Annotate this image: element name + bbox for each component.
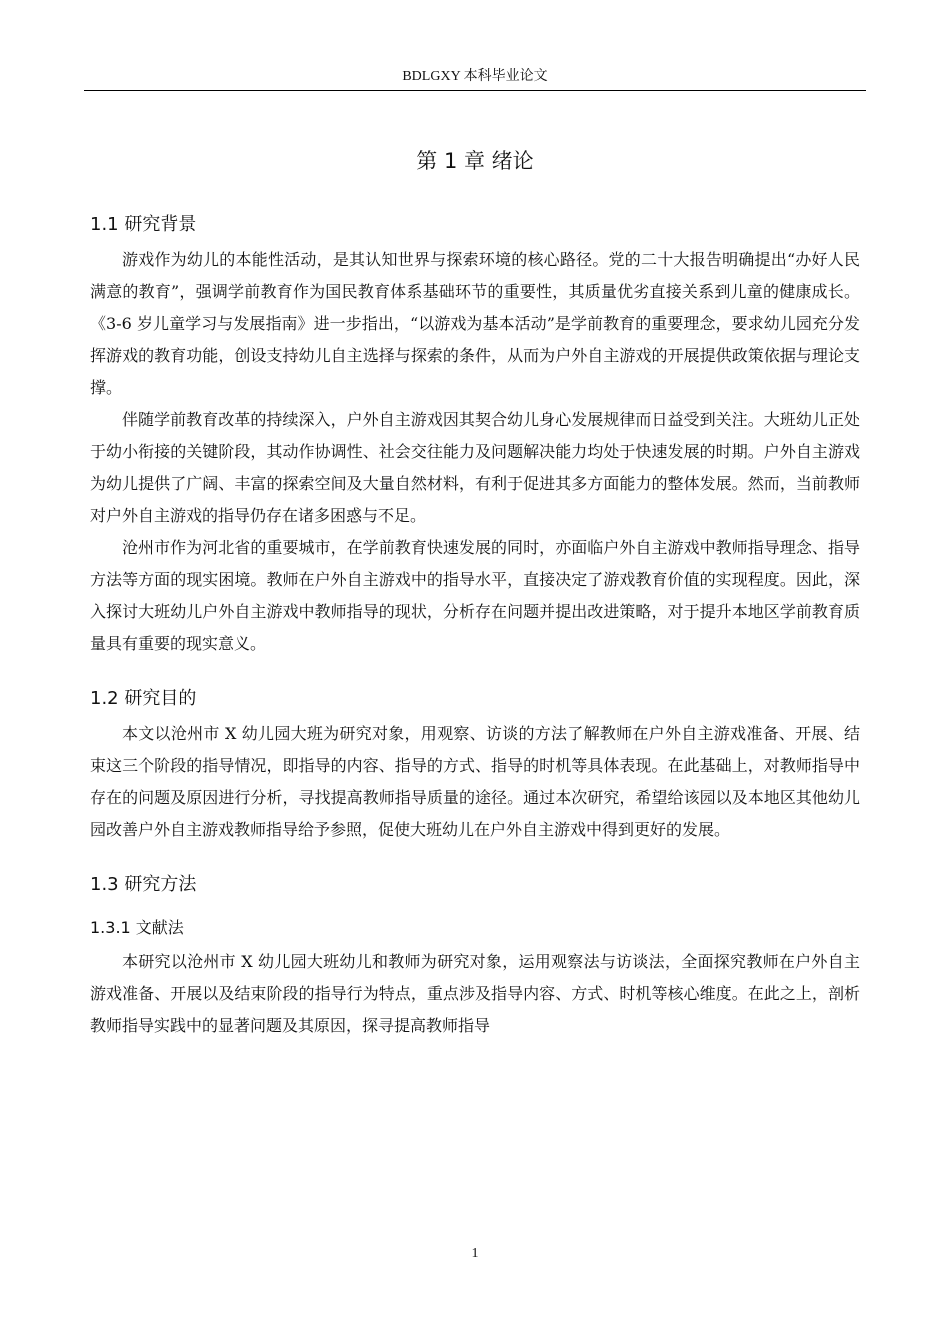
subsection-heading-literature-method: 1.3.1 文献法 xyxy=(90,918,184,937)
header-rule xyxy=(84,90,866,91)
paragraph: 沧州市作为河北省的重要城市，在学前教育快速发展的同时，亦面临户外自主游戏中教师指导理念、指导方法等方面的现实困境。教师在户外自主游戏中的指导水平，直接决定了游戏教育价值的实现程度。因此，深入探讨大班幼儿户外自主游戏中教师指导的现状，分析存在问题并提出改进策略，对于提升本地区学前教育质量具有重要的现实意义。 xyxy=(90,538,860,653)
page-number: 1 xyxy=(471,1246,479,1261)
page-header: BDLGXY 本科毕业论文 xyxy=(402,69,548,84)
section-heading-research-methods: 1.3 研究方法 xyxy=(90,874,197,895)
page-content xyxy=(90,140,860,1042)
chapter-title: 第 1 章 绪论 xyxy=(416,149,534,173)
paragraph: 本文以沧州市 X 幼儿园大班为研究对象，用观察、访谈的方法了解教师在户外自主游戏准备、开展、结束这三个阶段的指导情况，即指导的内容、指导的方式、指导的时机等具体表现。在此基础上，对教师指导中存在的问题及原因进行分析，寻找提高教师指导质量的途径。通过本次研究，希望给该园以及本地区其他幼儿园改善户外自主游戏教师指导给予参照，促使大班幼儿在户外自主游戏中得到更好的发展。 xyxy=(90,724,860,839)
paragraph: 伴随学前教育改革的持续深入，户外自主游戏因其契合幼儿身心发展规律而日益受到关注。大班幼儿正处于幼小衔接的关键阶段，其动作协调性、社会交往能力及问题解决能力均处于快速发展的时期。户外自主游戏为幼儿提供了广阔、丰富的探索空间及大量自然材料，有利于促进其多方面能力的整体发展。然而，当前教师对户外自主游戏的指导仍存在诸多困惑与不足。 xyxy=(90,410,860,525)
section-heading-research-purpose: 1.2 研究目的 xyxy=(90,688,197,709)
paragraph: 游戏作为幼儿的本能性活动，是其认知世界与探索环境的核心路径。党的二十大报告明确提出“办好人民满意的教育”，强调学前教育作为国民教育体系基础环节的重要性，其质量优劣直接关系到儿童的健康成长。《3-6 岁儿童学习与发展指南》进一步指出，“以游戏为基本活动”是学前教育的重要理念，要求幼儿园充分发挥游戏的教育功能，创设支持幼儿自主选择与探索的条件，从而为户外自主游戏的开展提供政策依据与理论支撑。 xyxy=(90,250,860,397)
paragraph: 本研究以沧州市 X 幼儿园大班幼儿和教师为研究对象，运用观察法与访谈法，全面探究教师在户外自主游戏准备、开展以及结束阶段的指导行为特点，重点涉及指导内容、方式、时机等核心维度。在此之上，剖析教师指导实践中的显著问题及其原因，探寻提高教师指导 xyxy=(90,952,860,1035)
section-heading-research-background: 1.1 研究背景 xyxy=(90,214,197,235)
